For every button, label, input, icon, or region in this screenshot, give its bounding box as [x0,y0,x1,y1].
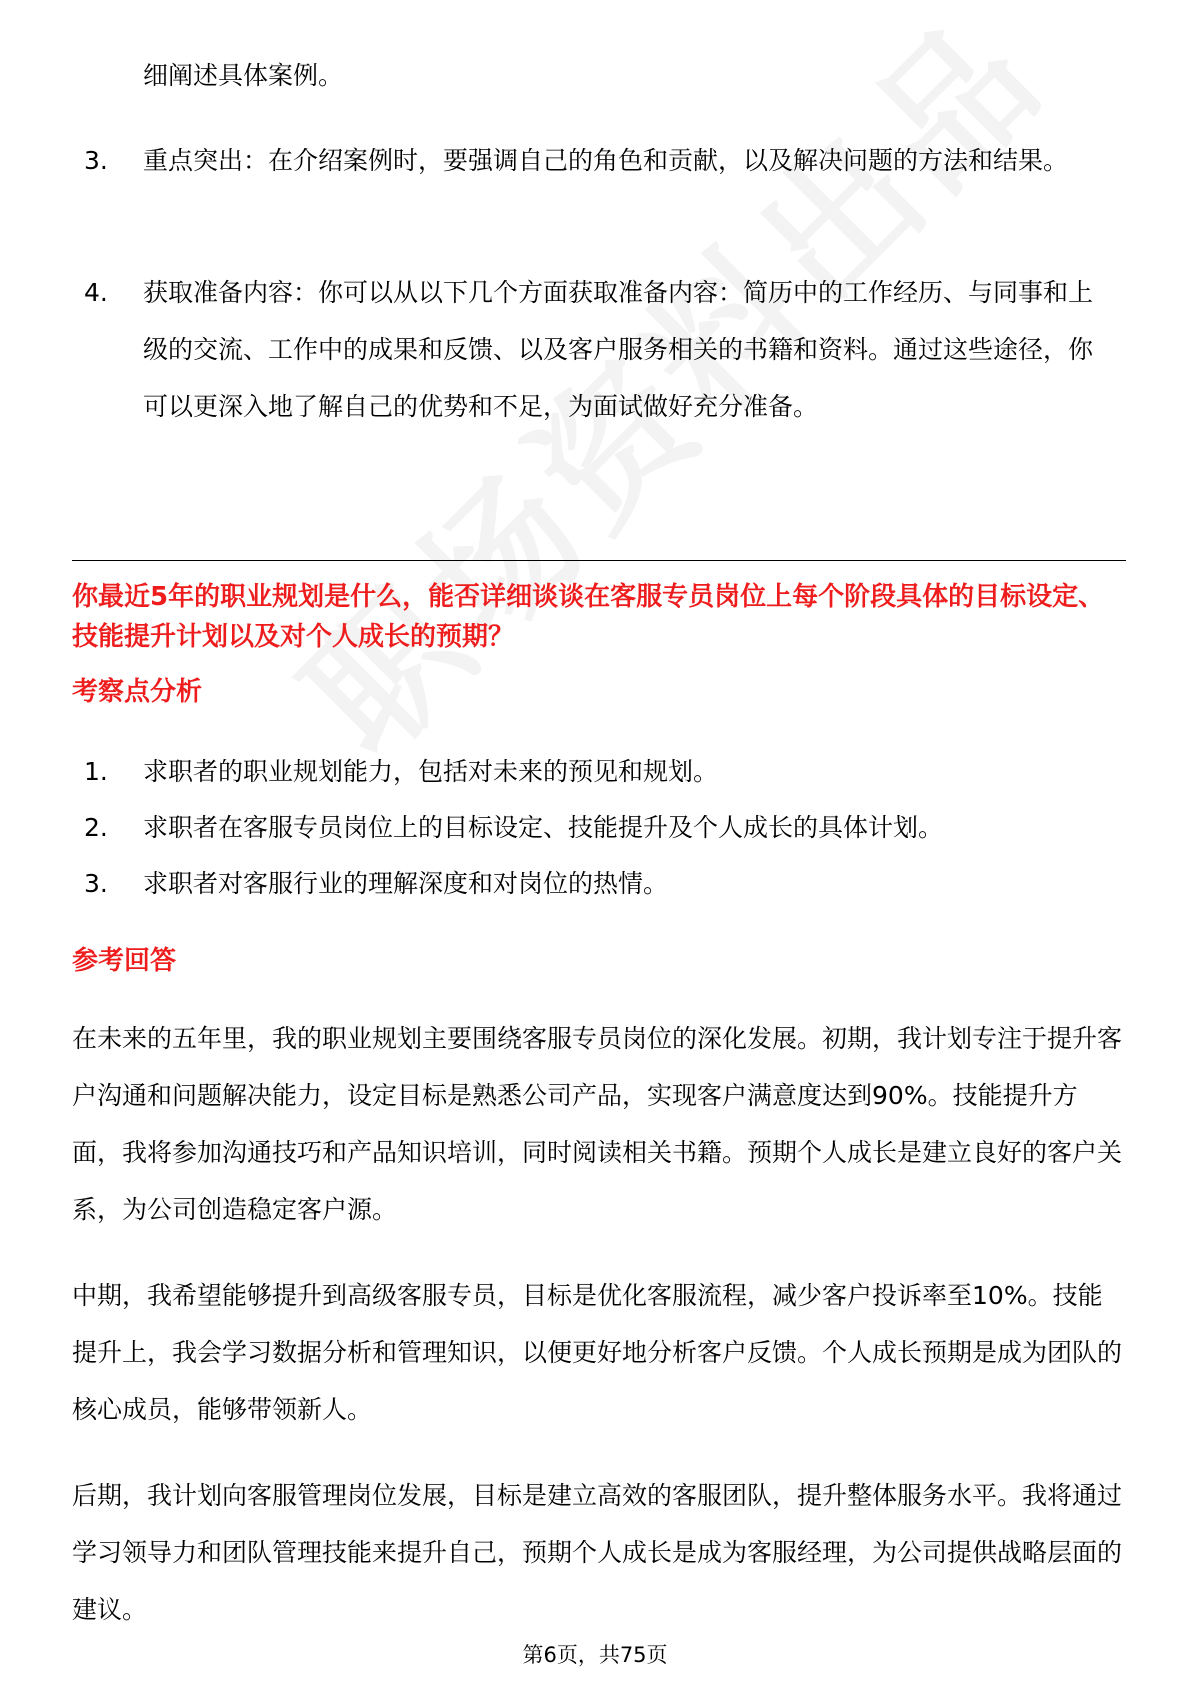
list-text: 求职者在客服专员岗位上的目标设定、技能提升及个人成长的具体计划。 [143,813,944,842]
answer-heading: 参考回答 [72,946,177,976]
continuation-text: 细阐述具体案例。 [143,61,344,90]
list-text: 求职者对客服行业的理解深度和对岗位的热情。 [143,869,669,898]
list-number: 1. [84,757,108,786]
list-text: 获取准备内容：你可以从以下几个方面获取准备内容：简历中的工作经历、与同事和上级的交流、工作中的成果和反馈、以及客户服务相关的书籍和资料。通过这些途径，你可以更深入地了解自己的优势和不足，为面试做好充分准备。 [143,278,1094,421]
analysis-heading: 考察点分析 [72,677,203,707]
answer-paragraph-late: 后期，我计划向客服管理岗位发展，目标是建立高效的客服团队，提升整体服务水平。我将通过学习领导力和团队管理技能来提升自己，预期个人成长是成为客服经理，为公司提供战略层面的建议。 [72,1481,1123,1624]
list-text: 求职者的职业规划能力，包括对未来的预见和规划。 [143,757,719,786]
list-number: 3. [84,869,108,898]
list-number: 3. [84,146,108,175]
list-number: 4. [84,278,108,307]
answer-paragraph-early: 在未来的五年里，我的职业规划主要围绕客服专员岗位的深化发展。初期，我计划专注于提升客户沟通和问题解决能力，设定目标是熟悉公司产品，实现客户满意度达到90%。技能提升方面，我将参加沟通技巧和产品知识培训，同时阅读相关书籍。预期个人成长是建立良好的客户关系，为公司创造稳定客户源。 [72,1024,1123,1224]
answer-paragraph-mid: 中期，我希望能够提升到高级客服专员，目标是优化客服流程，减少客户投诉率至10%。技能提升上，我会学习数据分析和管理知识，以便更好地分析客户反馈。个人成长预期是成为团队的核心成员，能够带领新人。 [72,1281,1123,1424]
interview-question: 你最近5年的职业规划是什么，能否详细谈谈在客服专员岗位上每个阶段具体的目标设定、技能提升计划以及对个人成长的预期？ [72,582,1105,652]
list-text: 重点突出：在介绍案例时，要强调自己的角色和贡献，以及解决问题的方法和结果。 [143,146,1069,175]
page-number: 第6页，共75页 [522,1643,668,1667]
list-number: 2. [84,813,108,842]
section-divider [72,560,1126,561]
